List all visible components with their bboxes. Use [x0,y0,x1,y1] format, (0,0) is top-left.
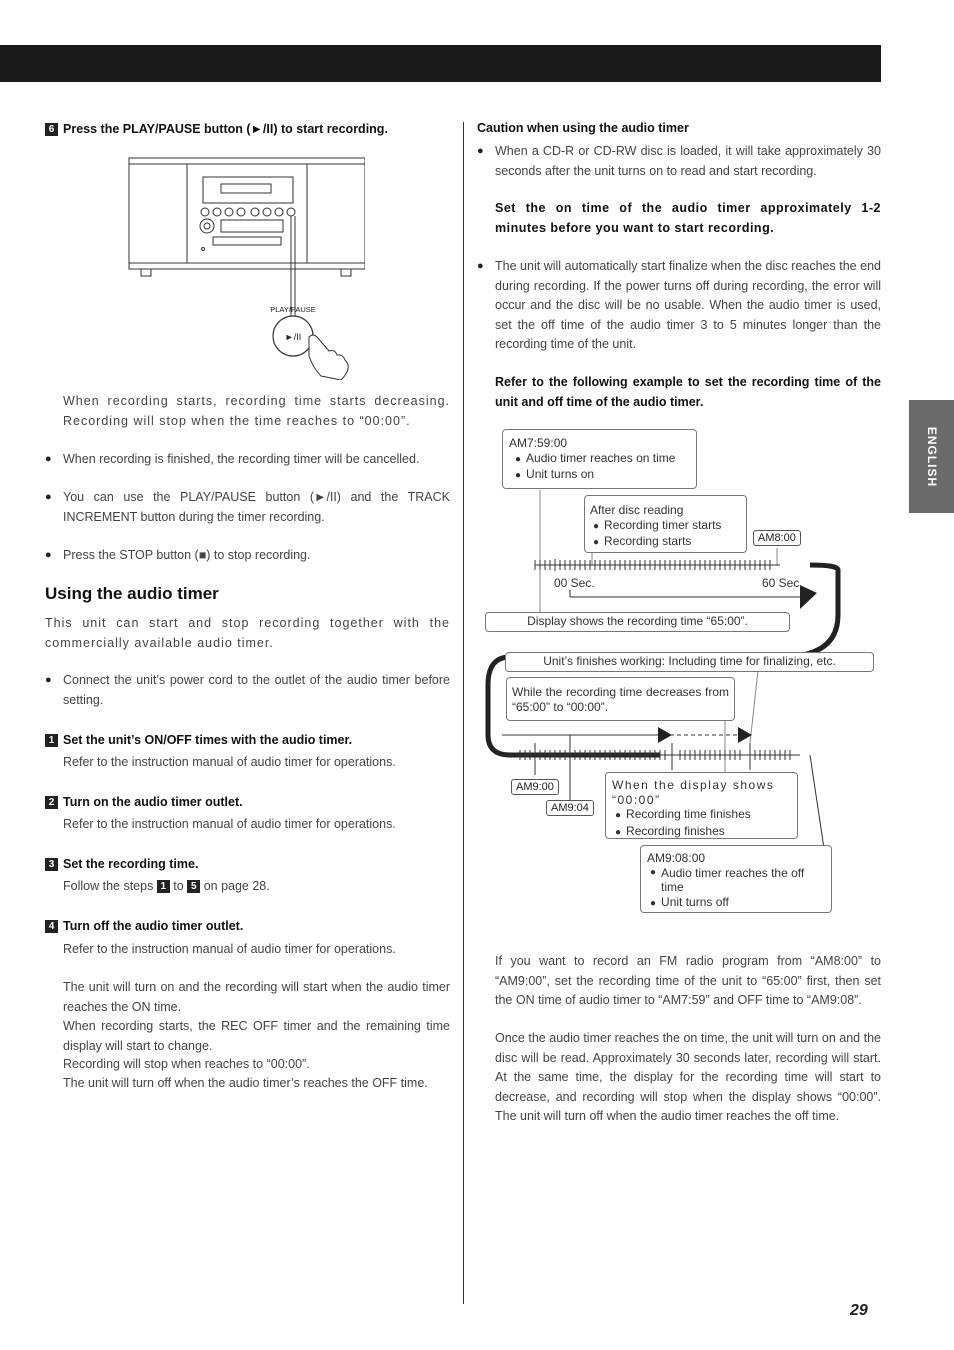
bullet-item: ● The unit will automatically start finalize when the disc reaches the end during recording. If the power turns off during recording, the error will occur and the disc will be no usable. When the audio timer is used, set the off time of the audio timer 3 to 5 minutes longer than the recording time of the unit. [477,257,881,355]
step-4-heading: 4 Turn off the audio timer outlet. [45,919,243,933]
callout-display-zero: When the display shows “00:00” ● Recording time finishes ● Recording finishes [605,772,798,839]
unit-illustration [125,155,365,380]
time-label-am904: AM9:04 [546,800,594,816]
step-6-heading: 6 Press the PLAY/PAUSE button (►/II) to start recording. [45,122,388,136]
step-1-body: Refer to the instruction manual of audio timer for operations. [63,755,396,769]
time-label-am800: AM8:00 [753,530,801,546]
bullet-item: ● When a CD-R or CD-RW disc is loaded, it will take approximately 30 seconds after the unit turns on to read and start recording. [477,142,881,181]
callout-off-time: AM9:08:00 ● Audio timer reaches the off time ● Unit turns off [640,845,832,913]
example-paragraph: If you want to record an FM radio program from “AM8:00” to “AM9:00”, set the recording time of the unit to “65:00” first, then set the ON time of audio timer to “AM7:59” and OFF time to “AM9:08”. [495,954,881,1007]
paragraph: The unit will turn off when the audio timer’s reaches the OFF time. [63,1076,428,1090]
bold-note: Refer to the following example to set the recording time of the unit and off time of the audio timer. [495,375,881,409]
step-2-body: Refer to the instruction manual of audio timer for operations. [63,817,396,831]
hand-pointer-icon [309,335,348,380]
paragraph: When recording starts, recording time starts decreasing. Recording will stop when the time reaches to “00:00”. [63,394,450,428]
bullet-item: ● Press the STOP button (■) to stop recording. [45,546,450,566]
callout-while-decreasing: While the recording time decreases from “65:00” to “00:00”. [506,677,735,721]
bold-note: Set the on time of the audio timer approximately 1-2 minutes before you want to start recording. [495,201,881,235]
svg-text:►/II: ►/II [284,332,302,342]
callout-finishes-working: Unit’s finishes working: Including time for finalizing, etc. [505,652,874,672]
step-2-heading: 2 Turn on the audio timer outlet. [45,795,243,809]
section-title: Using the audio timer [45,584,219,603]
scale-label-00: 00 Sec. [554,576,595,590]
paragraph: The unit will turn on and the recording will start when the audio timer reaches the ON time. [63,980,450,1014]
play-pause-label: PLAY/PAUSE [270,305,316,314]
paragraph: When recording starts, the REC OFF timer and the remaining time display will start to change. [63,1019,450,1053]
caution-title: Caution when using the audio timer [477,121,689,135]
bullet-item: ● When recording is finished, the recording timer will be cancelled. [45,450,450,470]
callout-display-shows: Display shows the recording time “65:00”. [485,612,790,632]
language-tab: ENGLISH [909,400,954,513]
step-4-body: Refer to the instruction manual of audio timer for operations. [63,942,396,956]
header-bar [0,45,881,82]
bullet-item: ● Connect the unit’s power cord to the outlet of the audio timer before setting. [45,671,450,710]
callout-on-time: AM7:59:00 ● Audio timer reaches on time ● Unit turns on [502,429,697,489]
scale-label-60: 60 Sec. [762,576,803,590]
column-divider [463,122,464,1304]
bullet-item: ● You can use the PLAY/PAUSE button (►/II) and the TRACK INCREMENT button during the timer recording. [45,488,450,527]
step-3-body: Follow the steps 1 to 5 on page 28. [63,879,270,893]
page-number: 29 [850,1302,868,1319]
time-label-am900: AM9:00 [511,779,559,795]
step-1-heading: 1 Set the unit’s ON/OFF times with the audio timer. [45,733,352,747]
paragraph: Recording will stop when reaches to “00:00”. [63,1057,310,1071]
callout-disc-reading: After disc reading ● Recording timer starts ● Recording starts [584,495,747,553]
step-3-heading: 3 Set the recording time. [45,857,198,871]
paragraph: This unit can start and stop recording together with the commercially available audio timer. [45,616,450,650]
example-paragraph: Once the audio timer reaches the on time, the unit will turn on and the disc will be read. Approximately 30 seconds later, recording will start. At the same time, the display for the recording time will start to decrease, and recording will stop when the display shows “00:00”. The unit will turn off when the audio timer reaches the off time. [495,1031,881,1123]
